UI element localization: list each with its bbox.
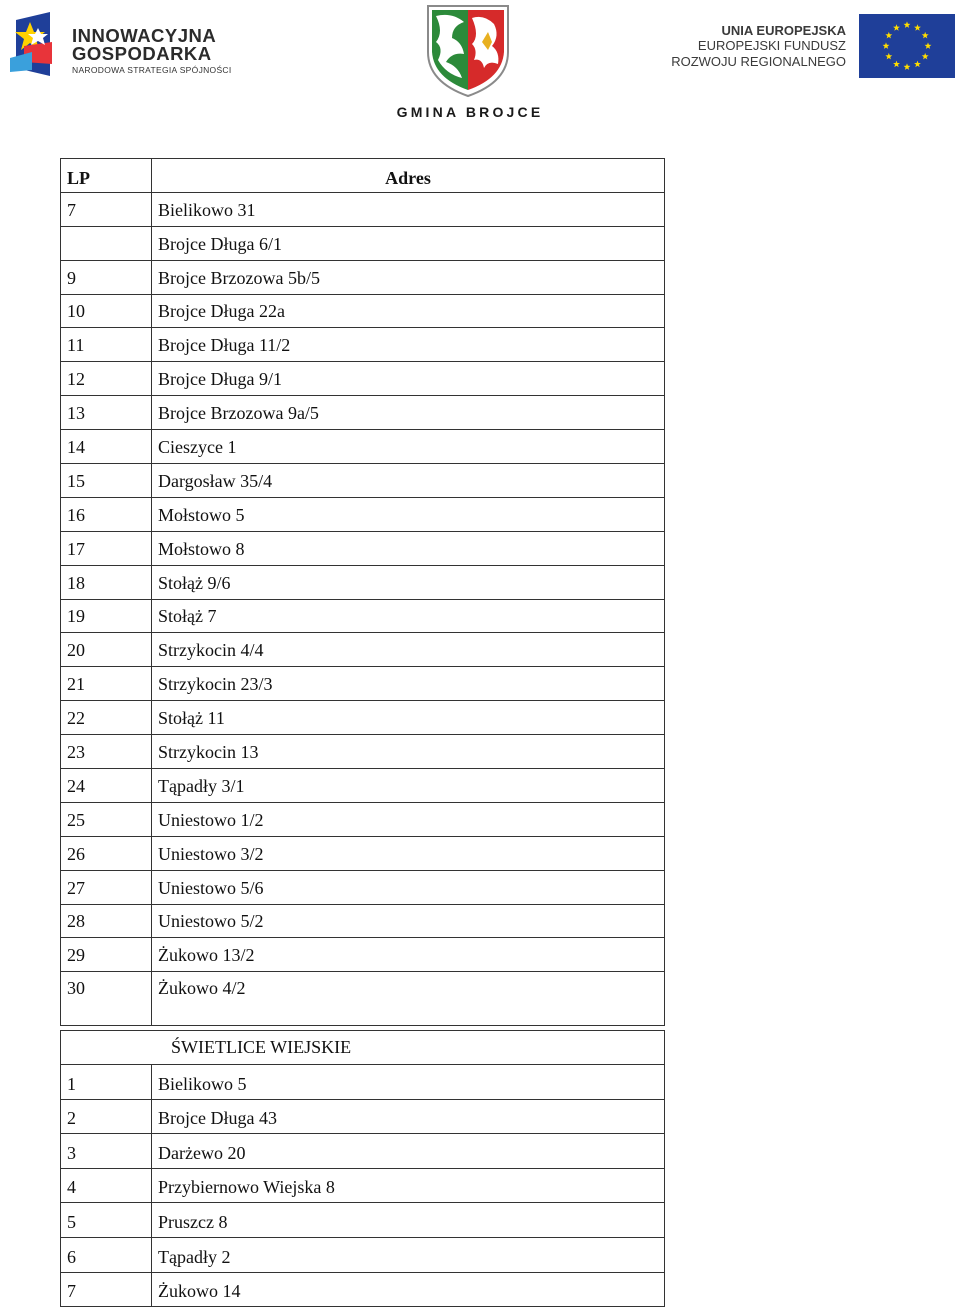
lp-cell: 5 [61, 1203, 152, 1238]
table-row [61, 870, 665, 904]
lp-cell: 19 [61, 599, 152, 633]
table-row [61, 633, 665, 667]
address-cell: Darżewo 20 [152, 1134, 665, 1169]
lp-cell: 26 [61, 836, 152, 870]
table-row [61, 1065, 665, 1100]
section-title-row [61, 1031, 665, 1065]
lp-cell: 16 [61, 497, 152, 531]
lp-cell: 14 [61, 430, 152, 464]
table-row [61, 701, 665, 735]
lp-cell: 7 [61, 192, 152, 226]
address-cell: Przybiernowo Wiejska 8 [152, 1168, 665, 1203]
table-row [61, 497, 665, 531]
address-cell: Dargosław 35/4 [152, 464, 665, 498]
table-row [61, 430, 665, 464]
table-row [61, 1272, 665, 1307]
address-cell: Stołąż 7 [152, 599, 665, 633]
lp-cell: 9 [61, 260, 152, 294]
address-cell: Brojce Długa 6/1 [152, 226, 665, 260]
table-row [61, 938, 665, 972]
address-cell: Brojce Długa 11/2 [152, 328, 665, 362]
address-cell: Bielikowo 5 [152, 1065, 665, 1100]
address-cell: Stołąż 9/6 [152, 565, 665, 599]
lp-cell: 4 [61, 1168, 152, 1203]
address-cell: Stołąż 11 [152, 701, 665, 735]
address-cell: Żukowo 13/2 [152, 938, 665, 972]
lp-cell: 6 [61, 1237, 152, 1272]
address-cell: Tąpadły 2 [152, 1237, 665, 1272]
table-row [61, 396, 665, 430]
address-cell: Brojce Długa 22a [152, 294, 665, 328]
table-row [61, 667, 665, 701]
table-row [61, 972, 665, 1026]
lp-cell: 12 [61, 362, 152, 396]
address-cell: Uniestowo 5/6 [152, 870, 665, 904]
table-row [61, 531, 665, 565]
swietlice-table [60, 1030, 665, 1307]
address-cell: Brojce Długa 43 [152, 1099, 665, 1134]
table-row [61, 802, 665, 836]
coat-of-arms-icon [422, 2, 514, 98]
address-cell: Strzykocin 23/3 [152, 667, 665, 701]
lp-cell: 18 [61, 565, 152, 599]
lp-cell [61, 226, 152, 260]
lp-cell: 24 [61, 769, 152, 803]
table-row [61, 362, 665, 396]
ig-line-2: GOSPODARKA [72, 43, 212, 64]
table-row [61, 226, 665, 260]
lp-cell: 23 [61, 735, 152, 769]
lp-cell: 1 [61, 1065, 152, 1100]
address-cell: Pruszcz 8 [152, 1203, 665, 1238]
lp-cell: 13 [61, 396, 152, 430]
address-cell: Uniestowo 3/2 [152, 836, 665, 870]
table-row [61, 192, 665, 226]
address-cell: Żukowo 14 [152, 1272, 665, 1307]
address-cell: Uniestowo 5/2 [152, 904, 665, 938]
table-row [61, 1203, 665, 1238]
address-cell: Uniestowo 1/2 [152, 802, 665, 836]
table-row [61, 836, 665, 870]
ig-emblem-icon [10, 12, 70, 78]
address-cell: Brojce Brzozowa 9a/5 [152, 396, 665, 430]
gmina-title: GMINA BROJCE [396, 104, 544, 120]
column-header-lp: LP [61, 159, 152, 193]
table-row [61, 769, 665, 803]
lp-cell: 3 [61, 1134, 152, 1169]
table-row [61, 294, 665, 328]
address-cell: Bielikowo 31 [152, 192, 665, 226]
address-cell: Strzykocin 13 [152, 735, 665, 769]
address-cell: Brojce Długa 9/1 [152, 362, 665, 396]
ue-line-1: UNIA EUROPEJSKA [721, 23, 846, 38]
table-row [61, 565, 665, 599]
table-header-row [61, 159, 665, 193]
table-row [61, 328, 665, 362]
address-table [60, 158, 665, 1026]
table-row [61, 735, 665, 769]
table-row [61, 464, 665, 498]
table-row [61, 260, 665, 294]
lp-cell: 30 [61, 972, 152, 1026]
ue-line-3: ROZWOJU REGIONALNEGO [671, 53, 846, 69]
table-row [61, 1099, 665, 1134]
table-row [61, 599, 665, 633]
innowacyjna-gospodarka-logo [10, 12, 240, 82]
table-row [61, 904, 665, 938]
column-header-adres: Adres [152, 159, 665, 193]
address-cell: Mołstowo 5 [152, 497, 665, 531]
address-cell: Mołstowo 8 [152, 531, 665, 565]
address-cell: Cieszyce 1 [152, 430, 665, 464]
table-row [61, 1237, 665, 1272]
lp-cell: 10 [61, 294, 152, 328]
address-cell: Żukowo 4/2 [152, 972, 665, 1026]
eu-flag-icon [859, 14, 955, 78]
address-cell: Strzykocin 4/4 [152, 633, 665, 667]
lp-cell: 20 [61, 633, 152, 667]
lp-cell: 25 [61, 802, 152, 836]
address-cell: Tąpadły 3/1 [152, 769, 665, 803]
lp-cell: 27 [61, 870, 152, 904]
ig-line-3: NARODOWA STRATEGIA SPÓJNOŚCI [72, 65, 232, 75]
ue-line-2: EUROPEJSKI FUNDUSZ [697, 38, 846, 53]
lp-cell: 7 [61, 1272, 152, 1307]
section-title: ŚWIETLICE WIEJSKIE [171, 1037, 352, 1057]
lp-cell: 11 [61, 328, 152, 362]
lp-cell: 17 [61, 531, 152, 565]
lp-cell: 29 [61, 938, 152, 972]
lp-cell: 21 [61, 667, 152, 701]
table-row [61, 1134, 665, 1169]
lp-cell: 15 [61, 464, 152, 498]
table-row [61, 1168, 665, 1203]
address-cell: Brojce Brzozowa 5b/5 [152, 260, 665, 294]
lp-cell: 28 [61, 904, 152, 938]
ig-line-1: INNOWACYJNA [72, 25, 217, 46]
lp-cell: 22 [61, 701, 152, 735]
ue-logo-text [671, 23, 846, 69]
lp-cell: 2 [61, 1099, 152, 1134]
